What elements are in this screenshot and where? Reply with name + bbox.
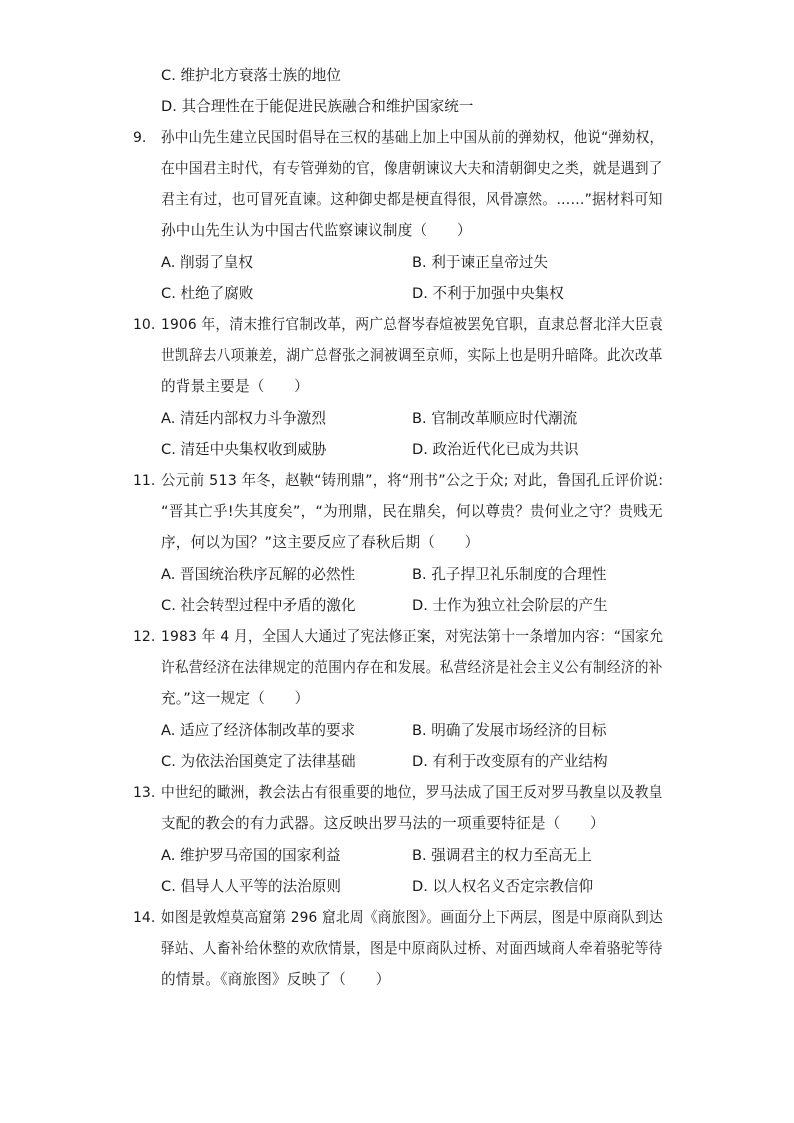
option-q10-c: C. 清廷中央集权收到威胁 — [161, 441, 327, 458]
option-q9-b: B. 利于谏正皇帝过失 — [412, 254, 549, 271]
question-text-line: “晋其亡乎!失其度矣”，“为刑鼎，民在鼎矣，何以尊贵？贵何业之守？贵贱无 — [161, 503, 663, 520]
question-text-line: 孙中山先生建立民国时倡导在三权的基础上加上中国从前的弹劾权，他说“弹劾权， — [161, 129, 664, 146]
option-q11-a: A. 晋国统治秩序瓦解的必然性 — [161, 566, 356, 583]
option-q12-b: B. 明确了发展市场经济的目标 — [412, 722, 607, 739]
option-q8-d: D. 其合理性在于能促进民族融合和维护国家统一 — [161, 98, 474, 115]
option-q9-d: D. 不利于加强中央集权 — [412, 285, 564, 302]
option-q12-c: C. 为依法治国奠定了法律基础 — [161, 753, 356, 770]
question-text-line: 充。”这一规定（ ） — [161, 690, 310, 707]
question-text-line: 许私营经济在法律规定的范围内存在和发展。私营经济是社会主义公有制经济的补 — [161, 659, 663, 676]
question-text-line: 支配的教会的有力武器。这反映出罗马法的一项重要特征是（ ） — [161, 815, 605, 832]
option-q11-d: D. 士作为独立社会阶层的产生 — [412, 597, 608, 614]
question-text-line: 公元前 513 年冬，赵鞅“铸刑鼎”，将“刑书”公之于众; 对此，鲁国孔丘评价说: — [161, 472, 664, 489]
option-q13-c: C. 倡导人人平等的法治原则 — [161, 878, 342, 895]
question-number: 9. — [133, 130, 147, 146]
question-text-line: 1906 年，清末推行官制改革，两广总督岑春煊被罢免官职，直隶总督北洋大臣袁 — [161, 316, 663, 333]
option-q13-b: B. 强调君主的权力至高无上 — [412, 847, 592, 864]
question-text-line: 君主有过，也可冒死直谏。这种御史都是梗直得很，风骨凛然。……”据材料可知 — [161, 191, 663, 208]
question-text-line: 在中国君主时代，有专管弹劾的官，像唐朝谏议大夫和清朝御史之类，就是遇到了 — [161, 160, 663, 177]
option-q10-b: B. 官制改革顺应时代潮流 — [412, 410, 578, 427]
option-q13-d: D. 以人权名义否定宗教信仰 — [412, 878, 594, 895]
question-number: 10. — [133, 317, 156, 333]
option-q12-d: D. 有利于改变原有的产业结构 — [412, 753, 608, 770]
question-text-line: 中世纪的瞰洲，教会法占有很重要的地位，罗马法成了国王反对罗马教皇以及教皇 — [161, 784, 663, 801]
question-text-line: 1983 年 4 月，全国人大通过了宪法修正案，对宪法第十一条增加内容：“国家允 — [161, 628, 664, 645]
question-text-line: 如图是敦煌莫高窟第 296 窟北周《商旅图》。画面分上下两层，图是中原商队到达 — [161, 909, 663, 926]
option-q13-a: A. 维护罗马帝国的国家利益 — [161, 847, 341, 864]
option-q10-d: D. 政治近代化已成为共识 — [412, 441, 579, 458]
question-text-line: 孙中山先生认为中国古代监察谏议制度（ ） — [161, 222, 472, 239]
question-text-line: 的背景主要是（ ） — [161, 378, 309, 395]
question-number: 11. — [133, 473, 156, 489]
option-q9-a: A. 削弱了皇权 — [161, 254, 253, 271]
option-q8-c: C. 维护北方衰落士族的地位 — [161, 67, 342, 84]
option-q9-c: C. 杜绝了腐败 — [161, 285, 254, 302]
option-q12-a: A. 适应了经济体制改革的要求 — [161, 722, 356, 739]
question-number: 14. — [133, 910, 156, 926]
option-q10-a: A. 清廷内部权力斗争激烈 — [161, 410, 326, 427]
question-text-line: 序，何以为国？”这主要反应了春秋后期（ ） — [161, 534, 480, 551]
question-text-line: 世凯辞去八项兼差，湖广总督张之洞被调至京师，实际上也是明升暗降。此次改革 — [161, 347, 663, 364]
question-text-line: 驿站、人畜补给休整的欢欣情景，图是中原商队过桥、对面西域商人牵着骆驼等待 — [161, 940, 663, 957]
option-q11-c: C. 社会转型过程中矛盾的激化 — [161, 597, 356, 614]
question-number: 13. — [133, 785, 156, 801]
option-q11-b: B. 孔子捍卫礼乐制度的合理性 — [412, 566, 607, 583]
question-text-line: 的情景。《商旅图》反映了（ ） — [161, 971, 391, 988]
question-number: 12. — [133, 629, 156, 645]
